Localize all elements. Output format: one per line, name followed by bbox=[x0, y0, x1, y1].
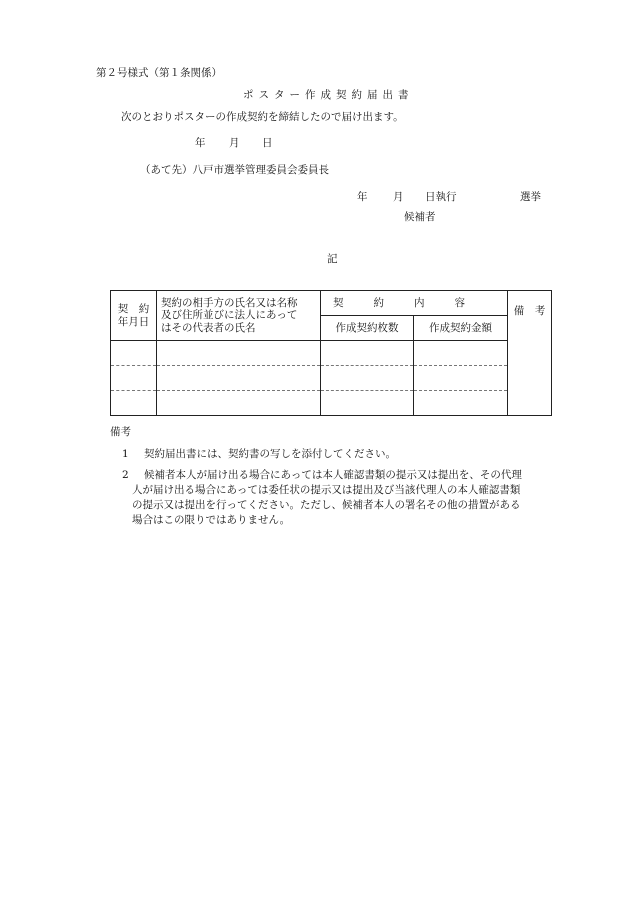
table-row bbox=[111, 341, 552, 366]
election-day-exec: 日執行 bbox=[425, 191, 457, 203]
header-amount: 作成契約金額 bbox=[414, 316, 508, 341]
header-contract-party bbox=[157, 291, 321, 341]
cell-amount[interactable] bbox=[414, 366, 508, 391]
cell-amount[interactable] bbox=[414, 341, 508, 366]
election-label: 選挙 bbox=[520, 191, 541, 203]
table-row bbox=[111, 366, 552, 391]
date-day: 日 bbox=[262, 137, 273, 149]
form-number: 第２号様式（第１条関係） bbox=[96, 67, 222, 79]
cell-date[interactable] bbox=[111, 391, 157, 416]
header-count: 作成契約枚数 bbox=[321, 316, 414, 341]
note-item bbox=[122, 468, 562, 528]
note-line: の提示又は提出を行ってください。ただし、候補者本人の署名その他の措置がある bbox=[132, 499, 521, 511]
note-body bbox=[144, 447, 562, 462]
cell-party[interactable] bbox=[157, 341, 321, 366]
header-party-line2: 及び住所並びに法人にあって bbox=[161, 309, 298, 322]
note-line: 場合はこの限りではありません。 bbox=[132, 514, 291, 526]
header-contract-content: 契約内容 bbox=[321, 291, 508, 316]
notes-title: 備考 bbox=[110, 426, 131, 438]
remarks-column bbox=[508, 291, 552, 416]
cell-date[interactable] bbox=[111, 341, 157, 366]
cell-party[interactable] bbox=[157, 366, 321, 391]
cell-amount[interactable] bbox=[414, 391, 508, 416]
contract-table bbox=[110, 290, 552, 416]
election-month: 月 bbox=[393, 191, 404, 203]
header-contract-date-line2: 年月日 bbox=[117, 315, 150, 328]
note-item bbox=[122, 447, 562, 462]
cell-count[interactable] bbox=[321, 341, 414, 366]
header-remarks: 備 考 bbox=[513, 305, 546, 317]
cell-date[interactable] bbox=[111, 366, 157, 391]
intro-text: 次のとおりポスターの作成契約を締結したので届け出ます。 bbox=[121, 111, 404, 123]
cell-party[interactable] bbox=[157, 391, 321, 416]
cell-count[interactable] bbox=[321, 391, 414, 416]
header-contract-date-line1: 契 約 bbox=[117, 302, 150, 315]
date-month: 月 bbox=[229, 137, 240, 149]
date-year: 年 bbox=[195, 137, 206, 149]
note-line: 人が届け出る場合にあっては委任状の提示又は提出及び当該代理人の本人確認書類 bbox=[132, 484, 521, 496]
note-body bbox=[132, 468, 562, 528]
note-line: 候補者本人が届け出る場合にあっては本人確認書類の提示又は提出を、その代理 bbox=[144, 469, 522, 481]
election-year: 年 bbox=[357, 191, 368, 203]
header-party-line1: 契約の相手方の氏名又は名称 bbox=[161, 296, 298, 309]
ki-label: 記 bbox=[327, 253, 338, 265]
note-number: 1 bbox=[122, 448, 129, 460]
header-party-line3: はその代表者の氏名 bbox=[161, 321, 256, 334]
document-title: ポスター作成契約届出書 bbox=[243, 89, 414, 101]
note-line: 契約届出書には、契約書の写しを添付してください。 bbox=[144, 448, 396, 460]
table-row bbox=[111, 391, 552, 416]
cell-count[interactable] bbox=[321, 366, 414, 391]
addressee: （あて先）八戸市選挙管理委員会委員長 bbox=[140, 164, 329, 176]
candidate-label: 候補者 bbox=[404, 211, 436, 223]
note-number: 2 bbox=[122, 469, 129, 481]
header-contract-date bbox=[111, 291, 157, 341]
